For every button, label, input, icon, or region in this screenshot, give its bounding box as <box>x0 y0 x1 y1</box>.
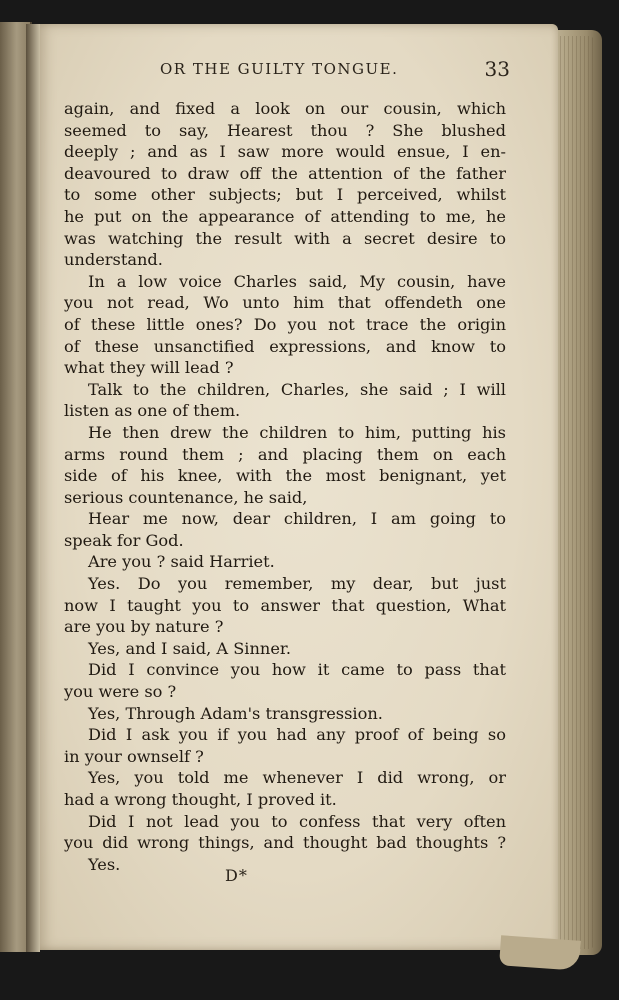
text-line: Are you ? said Harriet. <box>88 552 275 572</box>
text-line: deeply ; and as I saw more would ensue, I en- <box>64 142 506 162</box>
text-line: had a wrong thought, I proved it. <box>64 790 337 809</box>
page-corner <box>499 935 581 971</box>
text-line: Did I ask you if you had any proof of being so <box>88 725 506 745</box>
text-line: to some other subjects; but I perceived, whilst <box>64 185 506 205</box>
text-line: what they will lead ? <box>64 358 234 378</box>
text-line: serious countenance, he said, <box>64 487 308 507</box>
text-line: arms round them ; and placing them on each <box>64 444 506 464</box>
text-line: Yes. Do you remember, my dear, but just <box>88 574 506 594</box>
text-line: understand. <box>64 250 163 270</box>
text-line: you did wrong things, and thought bad thoughts ? <box>64 833 506 853</box>
text-line: seemed to say, Hearest thou ? She blushed <box>64 120 506 140</box>
text-line: deavoured to draw off the attention of the father <box>64 163 506 183</box>
text-line: Yes, and I said, A Sinner. <box>88 638 292 658</box>
text-line: listen as one of them. <box>64 401 241 421</box>
text-line: Did I not lead you to confess that very often <box>88 811 506 831</box>
text-line: you not read, Wo unto him that offendeth one <box>64 293 506 313</box>
running-head <box>100 57 510 86</box>
text-line: of these little ones? Do you not trace the origin <box>64 314 506 334</box>
text-line: are you by nature ? <box>64 617 224 637</box>
book-gutter <box>26 24 40 952</box>
text-line: Yes. <box>88 854 121 874</box>
text-line: Did I convince you how it came to pass that <box>88 660 506 680</box>
text-line: now I taught you to answer that question, What <box>64 595 506 615</box>
text-line: He then drew the children to him, putting his <box>88 422 506 442</box>
text-line: Hear me now, dear children, I am going to <box>88 509 506 529</box>
body-text <box>64 98 506 875</box>
text-line: side of his knee, with the most benignant, yet <box>64 466 506 486</box>
text-line: Yes, Through Adam's transgression. <box>88 703 383 723</box>
text-line: in your ownself ? <box>64 746 204 766</box>
text-line: In a low voice Charles said, My cousin, have <box>88 271 506 291</box>
text-line: he put on the appearance of attending to me, he <box>64 206 506 226</box>
text-line: Talk to the children, Charles, she said ; I will <box>88 379 506 399</box>
text-line: you were so ? <box>64 682 177 702</box>
text-line: of these unsanctified expressions, and know to <box>64 336 506 356</box>
text-line: again, and fixed a look on our cousin, which <box>64 99 506 118</box>
running-title: OR THE GUILTY TONGUE. <box>160 60 399 78</box>
page-number: 33 <box>484 57 510 81</box>
text-line: speak for God. <box>64 530 184 550</box>
text-line: Yes, you told me whenever I did wrong, or <box>88 768 506 788</box>
text-line: was watching the result with a secret desire to <box>64 228 506 248</box>
signature-mark: D* <box>225 866 248 885</box>
